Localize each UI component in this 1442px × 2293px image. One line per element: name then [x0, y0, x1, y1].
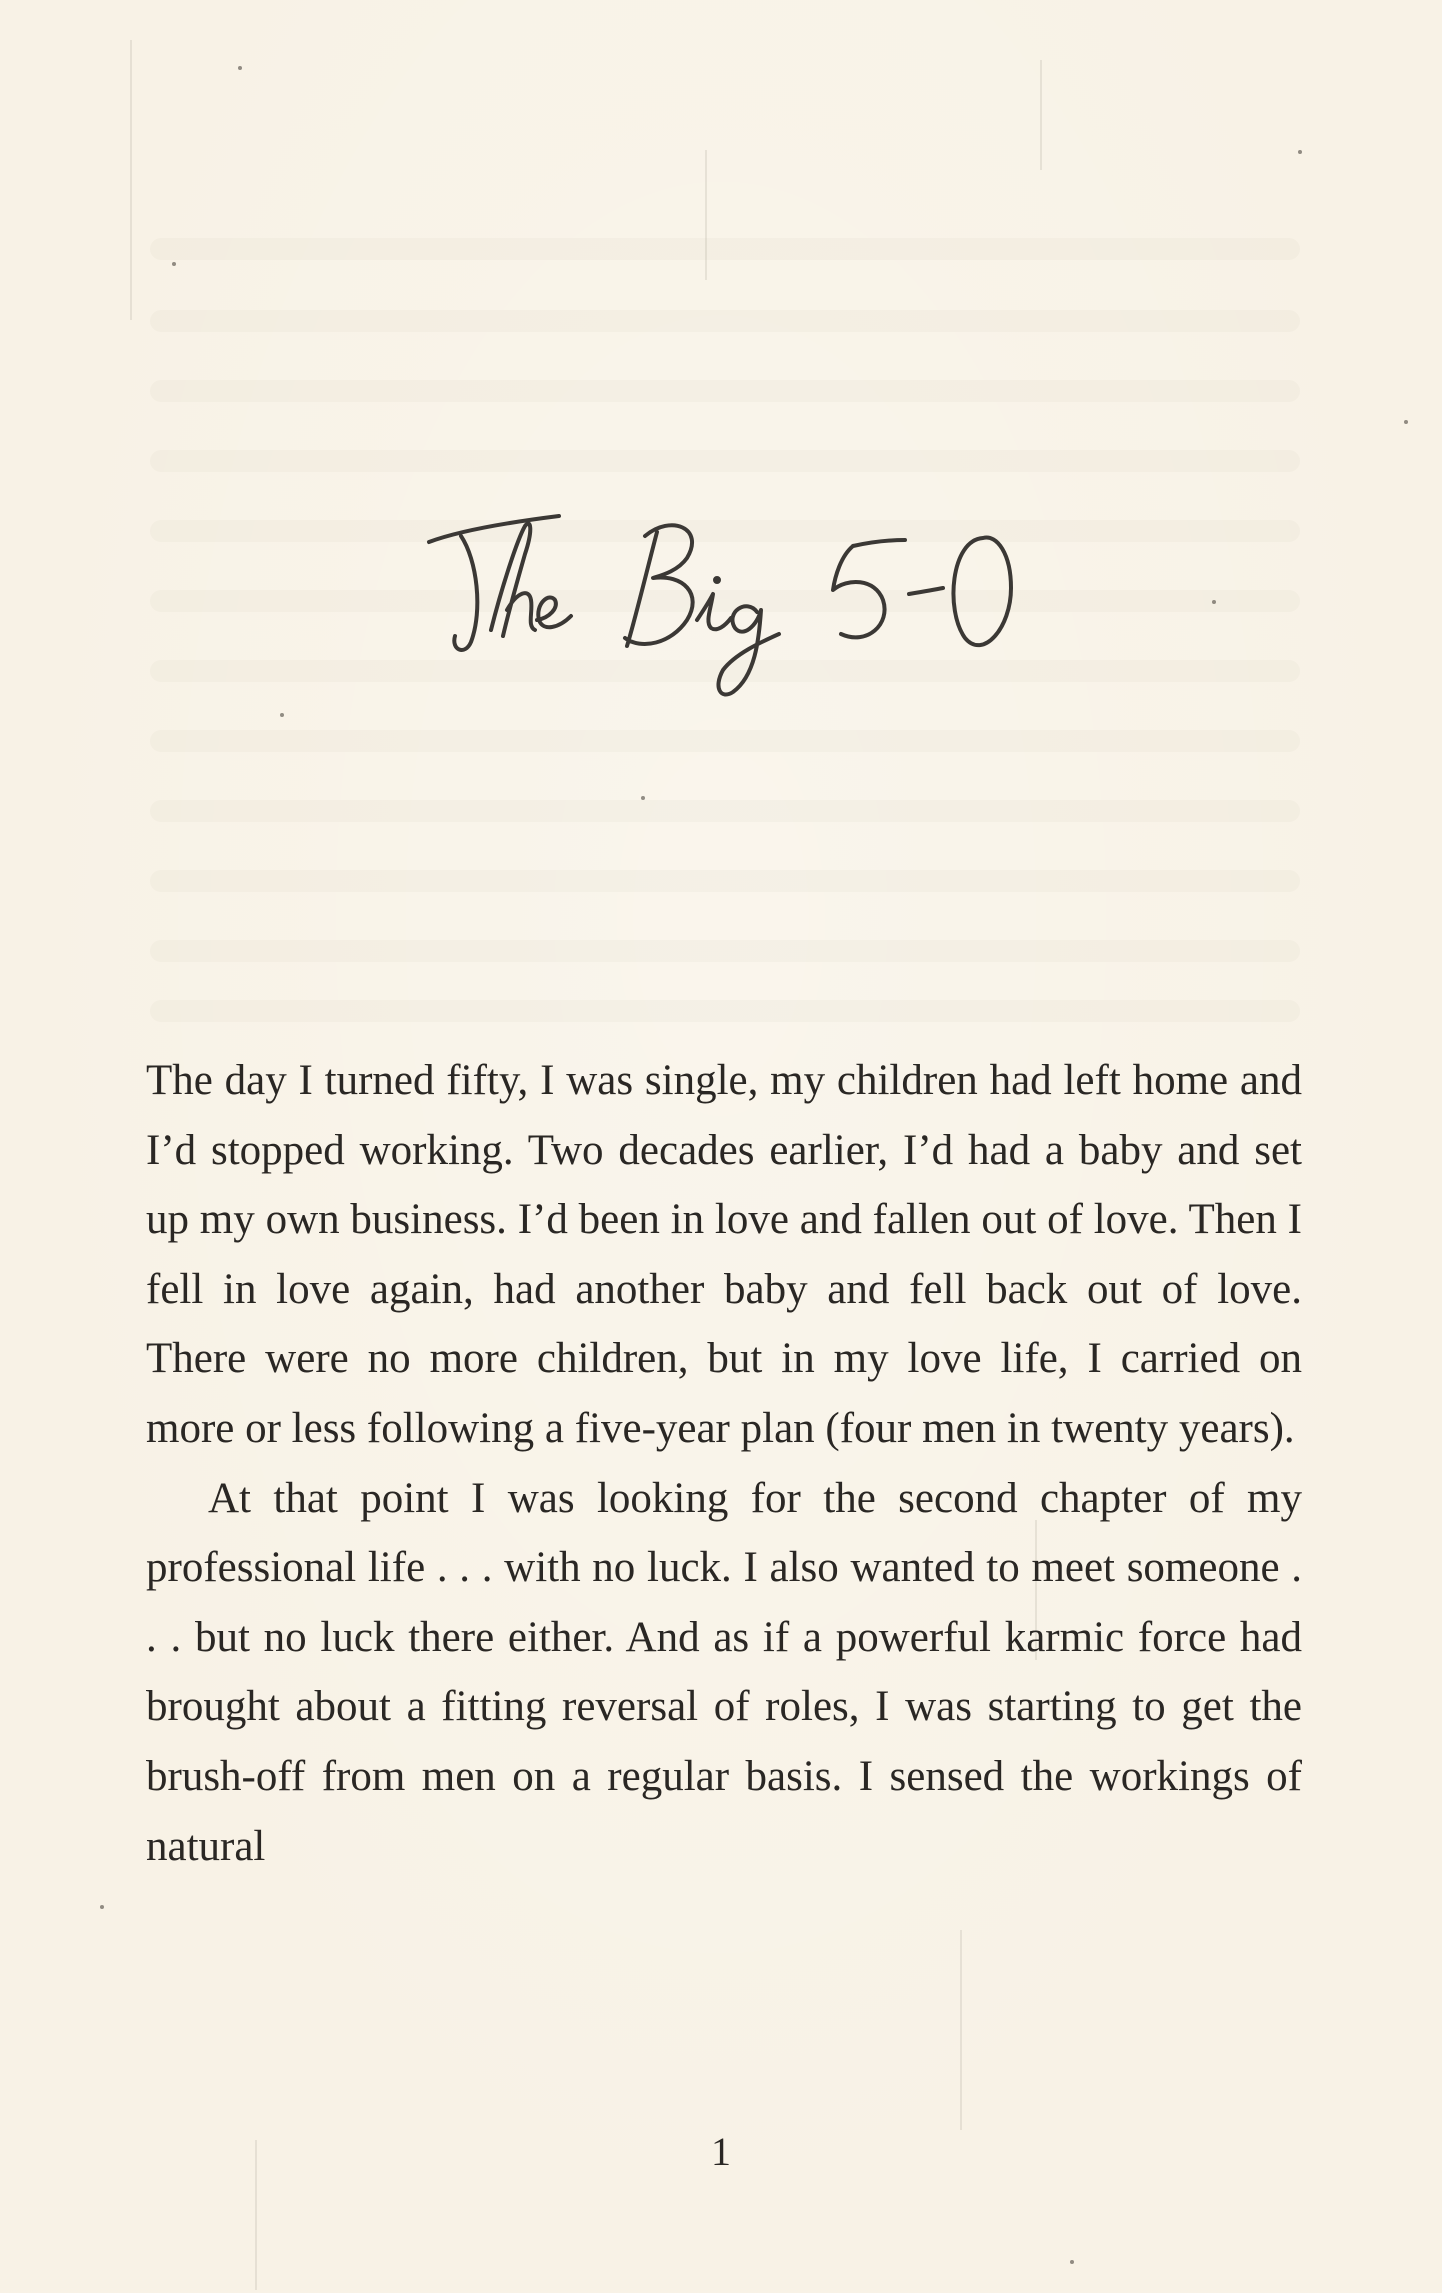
- show-through: [150, 450, 1300, 472]
- show-through: [150, 730, 1300, 752]
- paper-speck: [172, 262, 176, 266]
- paragraph: The day I turned fifty, I was single, my children had left home and I’d stopped working. Two decades earlier, I’d had a baby and set up my own business. I’d been in love and fallen out of love. Then I fell in love again, had another baby and fell back out of love. There were no more children, but in my love life, I carried on more or less following a five-year plan (four men in twenty years).: [146, 1057, 1302, 1452]
- paper-speck: [100, 1905, 104, 1909]
- chapter-title-script: [421, 470, 1021, 720]
- show-through: [150, 380, 1300, 402]
- paper-crease: [130, 40, 132, 320]
- paper-speck: [641, 796, 645, 800]
- body-text: [146, 1046, 1302, 1881]
- paper-crease: [705, 150, 707, 280]
- paper-speck: [1070, 2260, 1074, 2264]
- paper-speck: [1404, 420, 1408, 424]
- show-through: [150, 310, 1300, 332]
- paper-speck: [238, 66, 242, 70]
- paper-crease: [1040, 60, 1042, 170]
- paper-crease: [960, 1930, 962, 2130]
- show-through: [150, 1000, 1300, 1022]
- paper-speck: [1298, 150, 1302, 154]
- show-through: [150, 800, 1300, 822]
- page-number: 1: [711, 2129, 731, 2174]
- show-through: [150, 940, 1300, 962]
- paragraph: At that point I was looking for the second chapter of my professional life . . . with no luck. I also wanted to meet someone . . . but no luck there either. And as if a powerful karmic force had brought about a fitting reversal of roles, I was starting to get the brush-off from men on a regular basis. I sensed the workings of natural: [146, 1474, 1302, 1870]
- show-through: [150, 238, 1300, 260]
- show-through: [150, 870, 1300, 892]
- chapter-title: [0, 470, 1442, 730]
